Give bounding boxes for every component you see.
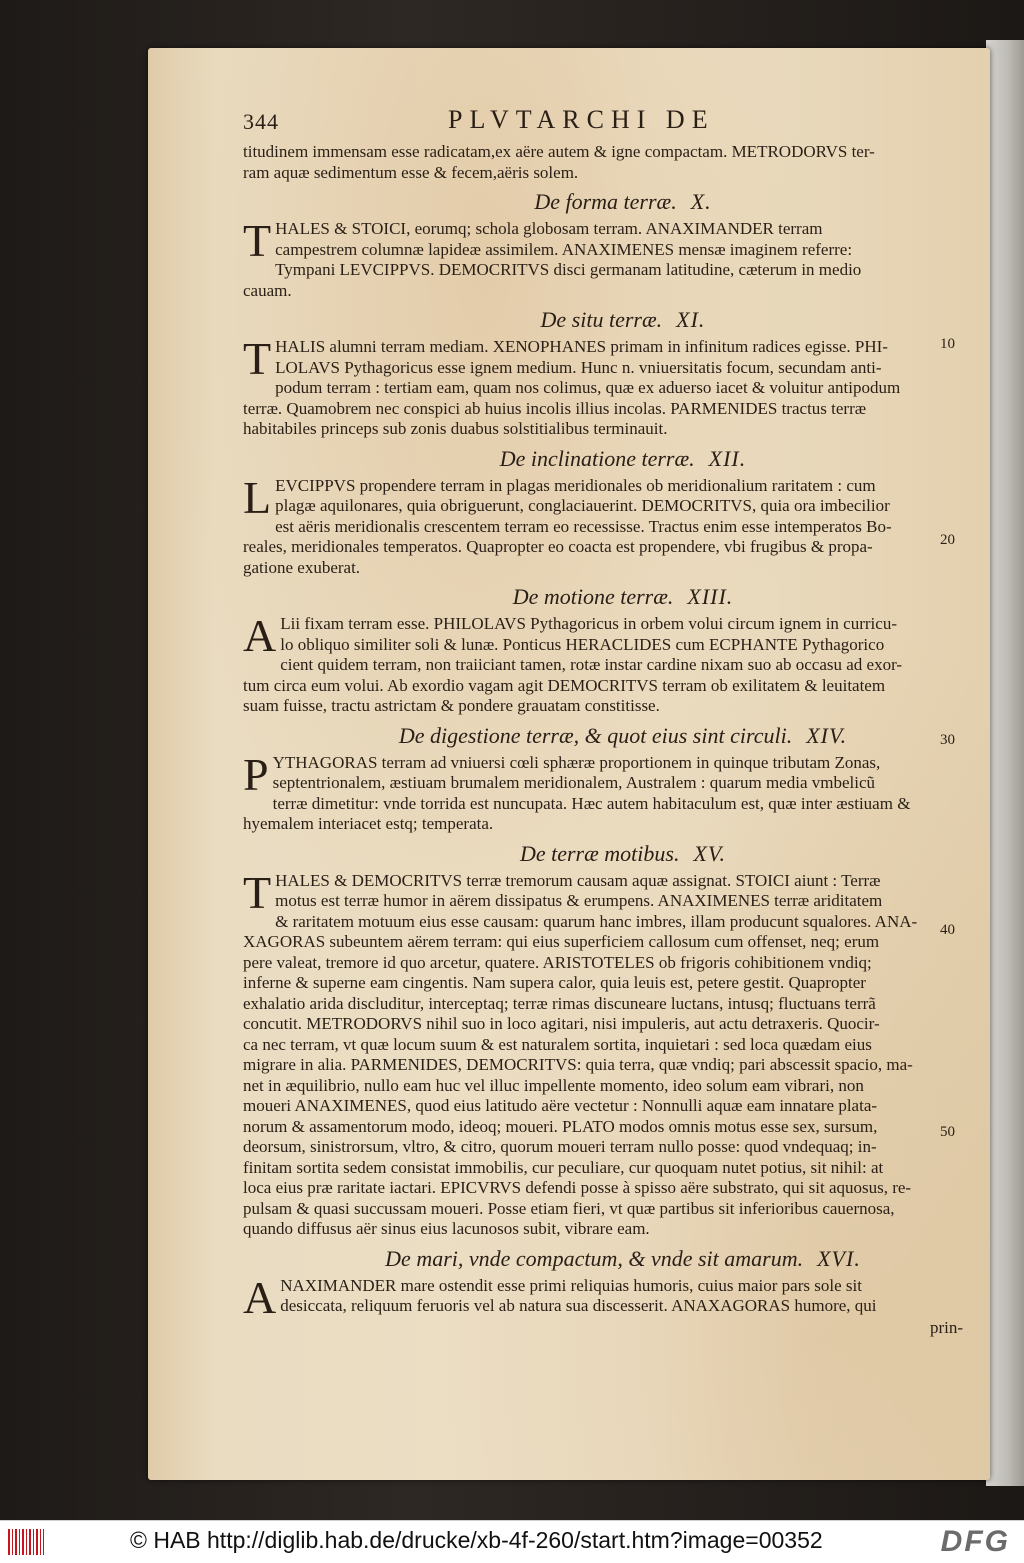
section-title: De forma terræ. bbox=[534, 189, 677, 214]
text-line: EVCIPPVS propendere terram in plagas meridionales ob meridionalium raritatem : cum bbox=[275, 475, 876, 495]
library-logo-icon bbox=[8, 1529, 44, 1555]
section-numeral: XVI. bbox=[817, 1245, 861, 1271]
section-title: De inclinatione terræ. bbox=[499, 445, 695, 471]
text-line: desiccata, reliquum feruoris vel ab natura sua discesserit. ANAXAGORAS humore, qui bbox=[280, 1296, 877, 1315]
text-line: pere valeat, tremore id quo arcetur, quatere. ARISTOTELES ob frigoris cohibitionem vndiq; bbox=[243, 952, 872, 972]
text-line: exhalatio arida discluditur, interceptaq; terræ rimas discuneare luctans, intusq; fluctuans terrã bbox=[243, 993, 876, 1013]
initial-letter: T bbox=[243, 866, 272, 918]
text-line: gatione exuberat. bbox=[243, 557, 361, 577]
section-text bbox=[243, 1271, 963, 1323]
section-numeral: XI. bbox=[676, 307, 706, 332]
catchword: prin- bbox=[929, 1317, 963, 1337]
section-title: De mari, vnde compactum, & vnde sit amarum. bbox=[385, 1245, 804, 1271]
margin-line-number: 50 bbox=[940, 1124, 955, 1140]
text-line: HALIS alumni terram mediam. XENOPHANES primam in infinitum radices egisse. PHI- bbox=[275, 337, 888, 356]
text-line: deorsum, sinistrorsum, vltro, & citro, quorum moueri terram nullo posse: quod vndequaq; in- bbox=[243, 1137, 877, 1156]
text-line: cauam. bbox=[243, 280, 292, 300]
section-title: De motione terræ. bbox=[512, 584, 674, 609]
section-heading bbox=[243, 187, 963, 217]
section-text bbox=[243, 610, 963, 717]
text-line: finitam sortita sedem consistat immobilis, cur peculiare, cur quoquam nutet potius, sit nihil: at bbox=[243, 1157, 884, 1177]
text-line: quando diffusus aër sinus eius lacunosos subit, vibrare eam. bbox=[243, 1219, 650, 1238]
text-line: moueri ANAXIMENES, quod eius latitudo aëre vectetur : Nonnulli aquæ eam innatare plata- bbox=[243, 1096, 878, 1115]
section-numeral: XIV. bbox=[806, 722, 848, 748]
text-line: est aëris meridionalis crescentem terram eo recessisse. Tractus enim esse intemperatos Bo- bbox=[275, 516, 892, 536]
section-title: De situ terræ. bbox=[540, 307, 663, 332]
margin-line-number: 10 bbox=[940, 336, 955, 352]
running-head bbox=[243, 105, 963, 140]
running-title: PLVTARCHI DE bbox=[448, 105, 715, 134]
text-line: motus est terræ humor in aërem dissipatus & erumpens. ANAXIMENES terræ ariditatem bbox=[275, 891, 883, 910]
text-line: campestrem columnæ lapideæ assimilem. ANAXIMENES mensæ imaginem referre: bbox=[275, 239, 853, 259]
section-numeral: X. bbox=[690, 189, 712, 214]
text-line: concutit. METRODORVS nihil suo in loco agitari, nisi impuleris, aut actu detraxeris. Quocir- bbox=[243, 1014, 880, 1033]
viewer-footer bbox=[0, 1520, 1024, 1563]
initial-letter: P bbox=[243, 748, 269, 800]
section-text bbox=[243, 866, 963, 1240]
text-line: tum circa eum volui. Ab exordio vagam agit DEMOCRITVS terram ob exilitatem & leuitatem bbox=[243, 675, 886, 695]
initial-letter: A bbox=[243, 1271, 277, 1323]
initial-letter: A bbox=[243, 610, 277, 661]
text-line: terræ dimetitur: vnde torrida est nuncupata. Hæc autem habitaculum est, quæ inter æstiuam & bbox=[272, 793, 911, 813]
section-text bbox=[243, 471, 963, 579]
initial-letter: T bbox=[243, 215, 272, 266]
initial-letter: T bbox=[243, 333, 272, 384]
text-line: septentrionalem, æstiuam brumalem meridionalem, Australem : quarum media vmbelicũ bbox=[272, 773, 875, 792]
text-line: terræ. Quamobrem nec conspici ab huius incolis illius incolas. PARMENIDES tractus terræ bbox=[243, 398, 867, 418]
text-line: suam fuisse, tractu astrictam & pondere grauatam constitisse. bbox=[243, 696, 660, 715]
section-numeral: XII. bbox=[708, 445, 747, 471]
text-line: Lii fixam terram esse. PHILOLAVS Pythagoricus in orbem volui circum ignem in curricu- bbox=[280, 614, 897, 633]
section-text bbox=[243, 333, 963, 440]
section-heading bbox=[243, 444, 963, 474]
section-title: De digestione terræ, & quot eius sint circuli. bbox=[398, 722, 793, 748]
section-numeral: XIII. bbox=[687, 584, 734, 609]
text-line: pulsam & quasi succussam moueri. Posse etiam fieri, vt quæ partibus sit inferioribus cauernosa, bbox=[243, 1198, 895, 1218]
section-heading bbox=[243, 721, 963, 751]
text-line: norum & assamentorum modo, ideoq; moueri. PLATO modos omnis motus esse sex, sursum, bbox=[243, 1116, 878, 1136]
text-line: inferne & superne eam cingentis. Nam supera calor, quia leuis est, petere gestit. Quapropter bbox=[243, 973, 866, 992]
text-line: hyemalem interiacet estq; temperata. bbox=[243, 814, 494, 833]
text-line: Tympani LEVCIPPVS. DEMOCRITVS disci germanam latitudine, cæterum in medio bbox=[275, 260, 862, 279]
margin-line-number: 30 bbox=[940, 732, 955, 748]
section-numeral: XV. bbox=[693, 840, 727, 866]
text-line: habitabiles princeps sub zonis duabus solstitialibus terminauit. bbox=[243, 419, 668, 438]
text-line: ca nec terram, vt quæ locum suum & est naturalem sortita, inquietari : sed loca quædam eius bbox=[243, 1034, 872, 1054]
text-line: loca eius præ raritate iactari. EPICVRVS defendi posse à spisso aëre substrato, qui sit aquosus, re- bbox=[243, 1178, 912, 1197]
text-line: migrare in alia. PARMENIDES, DEMOCRITVS: quia terra, quæ vndiq; pari abscessit spacio, ma- bbox=[243, 1055, 913, 1074]
section-text bbox=[243, 748, 963, 835]
text-line: podum terram : tertiam eam, quam nos colimus, quæ ex aduerso iacet & voluitur antipodum bbox=[275, 378, 901, 397]
next-page-edge bbox=[986, 40, 1024, 1486]
text-line: YTHAGORAS terram ad vniuersi cœli sphæræ proportionem in quinque tributam Zonas, bbox=[272, 752, 881, 772]
margin-line-number: 20 bbox=[940, 532, 955, 548]
page-body bbox=[243, 142, 963, 1338]
initial-letter: L bbox=[243, 471, 272, 523]
text-line: titudinem immensam esse radicatam,ex aëre autem & igne compactam. METRODORVS ter- bbox=[243, 142, 875, 161]
text-line: & raritatem motuum eius esse causam: quarum hanc imbres, illam producunt squalores. ANA- bbox=[275, 911, 918, 931]
margin-line-number: 40 bbox=[940, 922, 955, 938]
text-line: NAXIMANDER mare ostendit esse primi reliquias humoris, cuius maior pars sole sit bbox=[280, 1275, 862, 1295]
section-heading bbox=[243, 1244, 963, 1274]
section-title: De terræ motibus. bbox=[519, 840, 680, 866]
section-heading bbox=[243, 305, 963, 335]
dfg-logo: DFG bbox=[940, 1525, 1010, 1558]
page-number: 344 bbox=[243, 109, 279, 134]
text-line: reales, meridionales temperatos. Quapropter eo coacta est propendere, vbi frugibus & propa- bbox=[243, 537, 873, 556]
copyright-link[interactable]: © HAB http://diglib.hab.de/drucke/xb-4f-260/start.htm?image=00352 bbox=[130, 1527, 823, 1553]
text-line: HALES & DEMOCRITVS terræ tremorum causam aquæ assignat. STOICI aiunt : Terræ bbox=[275, 870, 881, 890]
text-line: cient quidem terram, non traiiciant tamen, rotæ instar cardine nixam suo ab occasu ad exor- bbox=[280, 655, 903, 674]
section-heading bbox=[243, 839, 963, 869]
text-line: plagæ aquilonares, quia obriguerunt, conglaciauerint. DEMOCRITVS, quia ora imbecilior bbox=[275, 496, 890, 515]
section-text bbox=[243, 215, 963, 301]
text-line: net in æquilibrio, nullo eam huc vel illuc impellente momento, ideo solum eam vibrari, non bbox=[243, 1075, 864, 1095]
section-heading bbox=[243, 582, 963, 612]
text-line: HALES & STOICI, eorumq; schola globosam terram. ANAXIMANDER terram bbox=[275, 219, 823, 238]
text-line: lo obliquo similiter soli & lunæ. Ponticus HERACLIDES cum ECPHANTE Pythagorico bbox=[280, 634, 885, 654]
text-line: LOLAVS Pythagoricus esse ignem medium. Hunc n. vniuersitatis focum, secundam anti- bbox=[275, 357, 882, 377]
text-line: ram aquæ sedimentum esse & fecem,aëris solem. bbox=[243, 162, 579, 182]
text-line: XAGORAS subeuntem aërem terram: qui eius superficiem callosum cum offenset, neq; erum bbox=[243, 932, 880, 951]
